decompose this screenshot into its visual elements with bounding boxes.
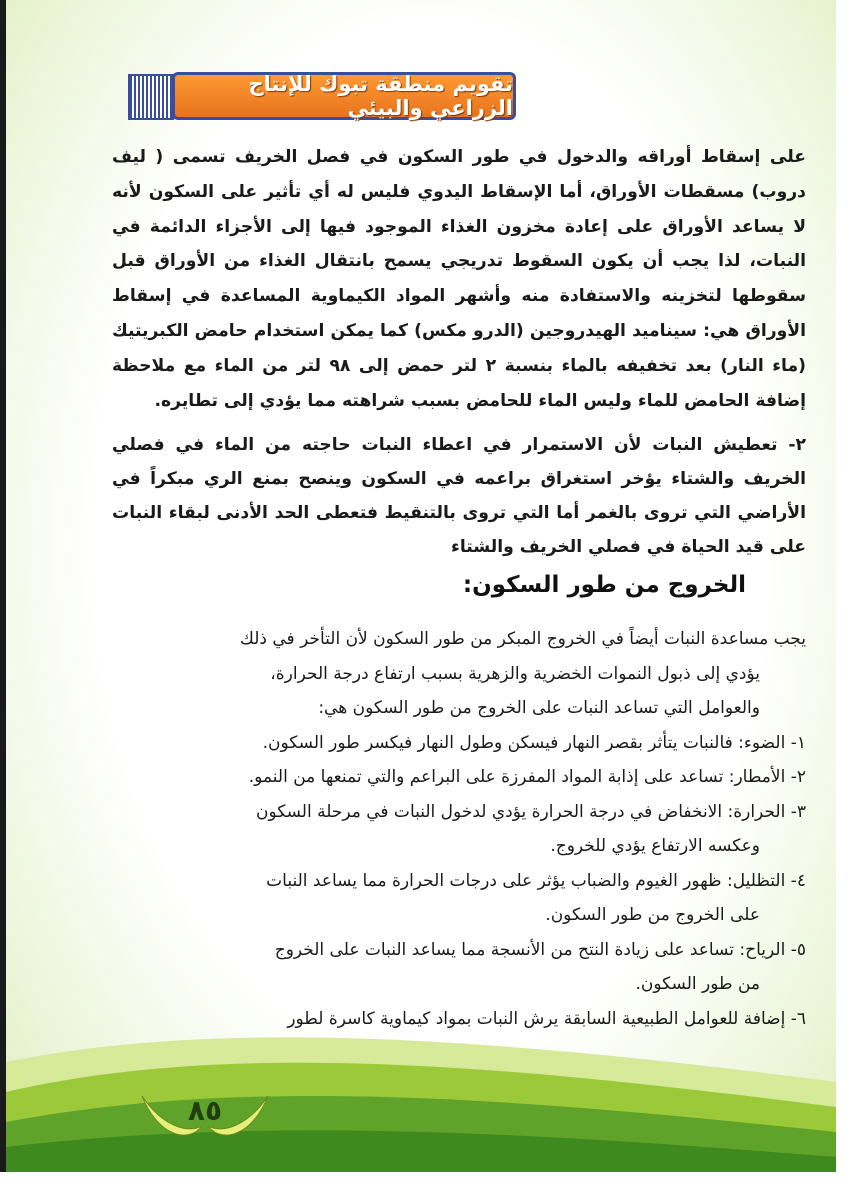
factor-continuation: على الخروج من طور السكون. [545,905,760,925]
factor-text: ٣- الحرارة: الانخفاض في درجة الحرارة يؤدي لدخول النبات في مرحلة السكون [255,801,806,822]
factor-text: ٢- الأمطار: تساعد على إذابة المواد المفرزة على البراعم والتي تمنعها من النمو. [248,767,806,787]
header-title-box [172,72,516,120]
intro-line-1: يجب مساعدة النبات أيضاً في الخروج المبكر من طور السكون لأن التأخر في ذلك [239,629,806,649]
header-stripes [128,74,174,120]
factor-item [112,726,806,761]
intro-line-3: والعوامل التي تساعد النبات على الخروج من طور السكون هي: [318,698,760,718]
paragraph-leaf-drop: على إسقاط أوراقه والدخول في طور السكون في فصل الخريف تسمى ( ليف دروب) مسقطات الأوراق، أما الإسقاط اليدوي فليس له أي تأثير على السكون لأنه لا يساعد الأوراق على إعادة مخزون الغذاء الموجود فيها إلى الأجزاء الدائمة في النبات، لذا يجب أن يكون السقوط تدريجي يسمح بانتقال الغذاء من الأوراق قبل سقوطها لتخزينه والاستفادة منه وأشهر المواد الكيماوية المساعدة في إسقاط الأوراق هي: سيناميد الهيدروجين (الدرو مكس) كما يمكن استخدام حامض الكبريتيك (ماء النار) بعد تخفيفه بالماء بنسبة ٢ لتر حمض إلى ٩٨ لتر من الماء مع ملاحظة إضافة الحامض للماء وليس الماء للحامض بسبب شراهته مما يؤدي إلى تطايره. [112,147,806,411]
factor-text: ٥- الرياح: تساعد على زيادة النتح من الأنسجة مما يساعد النبات على الخروج [274,939,806,960]
factor-item [112,760,806,795]
header-title: تقويم منطقة تبوك للإنتاج الزراعي والبيئي [248,72,513,120]
section-heading: الخروج من طور السكون: [462,572,746,598]
dormancy-exit-section [112,622,806,1036]
factor-continuation: من طور السكون. [635,974,760,994]
factor-item [112,795,806,864]
factor-text: ٦- إضافة للعوامل الطبيعية السابقة يرش النبات بمواد كيماوية كاسرة لطور [287,1008,806,1029]
page-header [128,72,516,122]
page-number: ٨٥ [187,1094,223,1127]
factor-item [112,933,806,1002]
factor-item [112,1002,806,1037]
factor-text: ١- الضوء: فالنبات يتأثر بقصر النهار فيسكن وطول النهار فيكسر طور السكون. [262,732,806,753]
footer-waves [6,1022,836,1172]
factor-item [112,864,806,933]
left-border [0,0,6,1200]
factor-continuation: وعكسه الارتفاع يؤدي للخروج. [550,836,760,856]
right-margin [836,0,862,1200]
bottom-margin [0,1172,862,1200]
intro-line-2: يؤدي إلى ذبول النموات الخضرية والزهرية بسبب ارتفاع درجة الحرارة، [270,663,760,684]
paragraph-water-stress: ٢- تعطيش النبات لأن الاستمرار في اعطاء النبات حاجته من الماء في فصلي الخريف والشتاء يؤخر استغراق براعمه في السكون وينصح بمنع الري مبكراً في الأراضي التي تروى بالغمر أما التي تروى بالتنقيط فتعطى الحد الأدنى لبقاء النبات على قيد الحياة في فصلي الخريف والشتاء [112,435,806,557]
factor-text: ٤- التظليل: ظهور الغيوم والضباب يؤثر على درجات الحرارة مما يساعد النبات [266,870,806,891]
